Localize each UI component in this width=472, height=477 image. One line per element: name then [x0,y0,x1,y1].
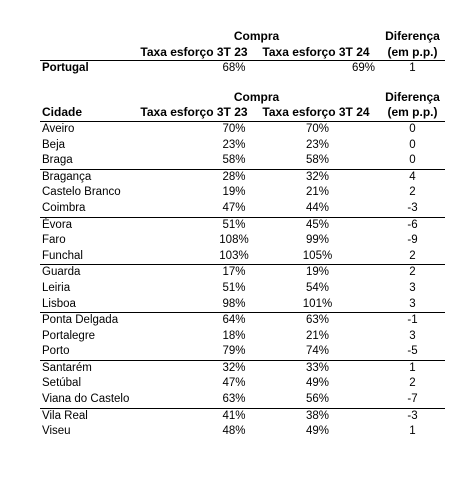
city-row [40,360,445,377]
city-row [40,297,445,313]
city-v24: 63% [305,314,330,327]
city-diff: 3 [409,281,416,294]
city-row [40,264,445,281]
city-row [40,201,445,217]
city-name: Porto [42,345,70,358]
city-name: Santarém [42,361,92,374]
portugal-row [40,61,445,77]
col-cidade-header: Cidade [42,105,83,120]
city-row [40,249,445,265]
city-row [40,281,445,297]
city-diff: 3 [409,297,416,310]
city-diff: -6 [407,218,418,231]
col-diferenca-header: (em p.p.) [387,44,438,59]
city-row [40,424,445,440]
city-name: Guarda [42,266,81,279]
city-v23: 19% [222,186,246,199]
city-name: Aveiro [42,122,75,135]
city-col-taxa-3t24-header: Taxa esforço 3T 24 [262,105,370,120]
city-name: Lisboa [42,297,76,310]
compra-label: Compra [233,29,280,43]
city-name: Évora [42,218,73,231]
city-v24: 32% [305,170,330,183]
city-diff: 0 [409,138,416,151]
city-name: Viana do Castelo [42,393,130,406]
city-name: Vila Real [42,409,88,422]
city-name: Leiria [42,281,71,294]
city-diff: -9 [407,234,418,247]
summary-table-container [40,29,445,440]
city-diff: 3 [409,329,416,342]
city-header-bottom [40,105,445,122]
city-diff: 4 [409,170,416,183]
city-name: Coimbra [42,201,86,214]
city-row [40,392,445,408]
city-row [40,185,445,201]
city-v24: 58% [305,154,330,167]
city-v23: 18% [222,329,246,342]
city-name: Funchal [42,249,83,262]
city-v24: 44% [305,201,330,214]
city-diff: -1 [407,314,418,327]
city-v23: 23% [222,138,246,151]
city-diff: 1 [409,425,416,438]
city-v24: 19% [305,266,330,279]
city-v23: 51% [222,218,246,231]
city-diff: 0 [409,122,416,135]
city-name: Braga [42,154,73,167]
city-diff: -5 [407,345,418,358]
city-name: Ponta Delgada [42,314,119,327]
city-name: Setúbal [42,377,82,390]
city-v24: 54% [305,281,330,294]
city-v24: 33% [305,361,330,374]
portugal-v23: 68% [222,62,246,75]
city-v23: 51% [222,281,246,294]
city-col-taxa-3t23-header: Taxa esforço 3T 23 [140,105,248,120]
city-compra-label: Compra [233,89,280,104]
city-v23: 64% [222,314,246,327]
city-v23: 58% [222,154,246,167]
city-v24: 105% [302,249,333,262]
city-name: Viseu [42,425,71,438]
city-v24: 70% [305,122,330,135]
col-taxa-3t23-header: Taxa esforço 3T 23 [140,44,248,59]
portugal-name: Portugal [42,62,89,75]
portugal-header-bottom [40,45,445,62]
city-v24: 56% [305,393,330,406]
city-v23: 108% [219,234,249,247]
city-diff: 2 [409,266,416,279]
city-diff: 0 [409,154,416,167]
city-v24: 49% [305,377,330,390]
city-row [40,138,445,154]
city-v23: 48% [222,425,246,438]
city-row [40,217,445,234]
city-name: Castelo Branco [42,186,121,199]
city-v24: 99% [305,234,330,247]
city-diff: 1 [409,361,416,374]
city-row [40,122,445,138]
city-v23: 98% [222,297,246,310]
city-v24: 21% [305,186,330,199]
city-v23: 47% [222,201,246,214]
portugal-diff: 1 [409,62,416,75]
city-v23: 103% [219,249,249,262]
city-v23: 47% [222,377,246,390]
city-row [40,408,445,425]
city-header-top [40,90,445,106]
city-name: Beja [42,138,66,151]
city-row [40,233,445,249]
city-name: Bragança [42,170,92,183]
city-row [40,169,445,186]
city-diferenca-label: Diferença [385,89,440,104]
city-v24: 74% [305,345,330,358]
diferenca-label: Diferença [385,29,440,43]
city-col-diferenca-header: (em p.p.) [387,105,438,120]
city-v24: 49% [305,425,330,438]
col-taxa-3t24-header: Taxa esforço 3T 24 [262,44,370,59]
city-diff: -7 [407,393,418,406]
city-row [40,376,445,392]
city-rows [40,122,445,440]
city-v23: 28% [222,170,246,183]
city-v23: 70% [222,122,246,135]
city-name: Faro [42,234,66,247]
city-diff: 2 [409,249,416,262]
city-row [40,344,445,360]
city-name: Portalegre [42,329,96,342]
city-v24: 101% [302,297,333,310]
city-v24: 21% [305,329,330,342]
city-v23: 41% [222,409,246,422]
city-diff: -3 [407,201,418,214]
city-diff: -3 [407,409,418,422]
city-row [40,329,445,345]
city-v23: 17% [222,266,246,279]
city-v24: 38% [305,409,330,422]
city-diff: 2 [409,377,416,390]
city-v23: 79% [222,345,246,358]
city-row [40,312,445,329]
city-row [40,153,445,169]
city-v24: 45% [305,218,330,231]
portugal-header-top [40,29,445,45]
city-v24: 23% [305,138,330,151]
portugal-v24: 69% [351,62,375,75]
city-v23: 63% [222,393,246,406]
city-v23: 32% [222,361,246,374]
city-diff: 2 [409,186,416,199]
